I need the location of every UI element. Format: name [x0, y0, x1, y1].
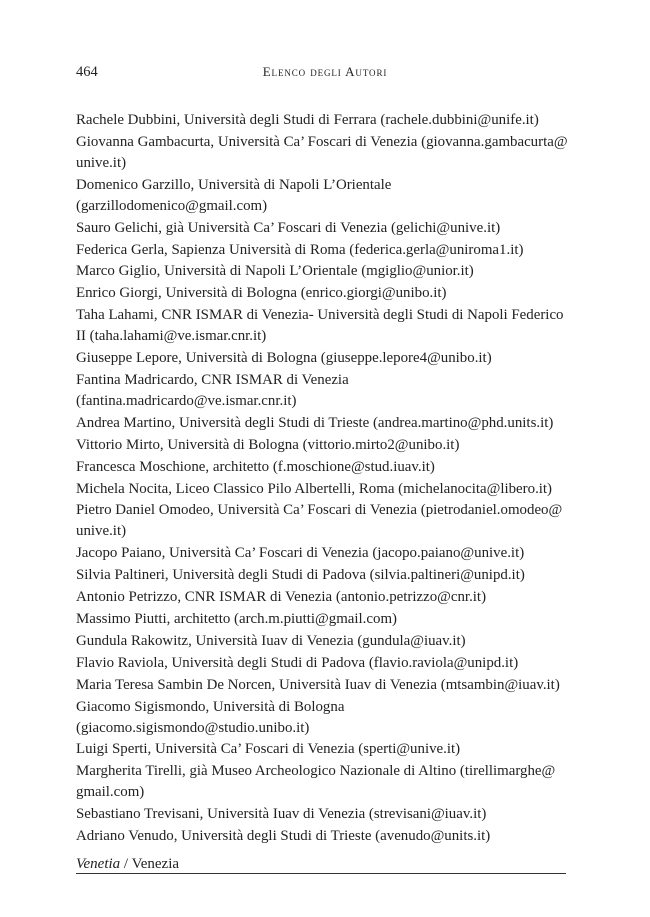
- footer-separator: /: [120, 856, 132, 872]
- footer: [76, 855, 179, 873]
- author-entry: Giuseppe Lepore, Università di Bologna (giuseppe.lepore4@unibo.it): [76, 350, 492, 367]
- footer-series: Venetia: [76, 856, 121, 872]
- author-entry: Vittorio Mirto, Università di Bologna (vittorio.mirto2@unibo.it): [76, 436, 460, 453]
- author-entry: Gundula Rakowitz, Università Iuav di Venezia (gundula@iuav.it): [76, 632, 466, 649]
- author-entry: Luigi Sperti, Università Ca’ Foscari di Venezia (sperti@unive.it): [76, 741, 461, 758]
- author-entry: Taha Lahami, CNR ISMAR di Venezia- Università degli Studi di Napoli Federico II (taha.lahami@ve.ismar.cnr.it): [76, 307, 564, 345]
- running-head: Elenco degli Autori: [262, 64, 388, 79]
- author-entry: Jacopo Paiano, Università Ca’ Foscari di Venezia (jacopo.paiano@unive.it): [76, 545, 525, 562]
- author-entry: Flavio Raviola, Università degli Studi di Padova (flavio.raviola@unipd.it): [76, 654, 519, 671]
- author-entry: Rachele Dubbini, Università degli Studi di Ferrara (rachele.dubbini@unife.it): [76, 112, 539, 128]
- author-entry: Silvia Paltineri, Università degli Studi di Padova (silvia.paltineri@unipd.it): [76, 567, 525, 584]
- author-entry: Pietro Daniel Omodeo, Università Ca’ Foscari di Venezia (pietrodaniel.omodeo@ unive.it): [76, 502, 563, 540]
- author-entry: Giacomo Sigismondo, Università di Bologna (giacomo.sigismondo@studio.unibo.it): [76, 698, 345, 736]
- author-entry: Sauro Gelichi, già Università Ca’ Foscari di Venezia (gelichi@unive.it): [76, 219, 501, 236]
- author-entry: Fantina Madricardo, CNR ISMAR di Venezia (fantina.madricardo@ve.ismar.cnr.it): [76, 372, 349, 410]
- author-entry: Giovanna Gambacurta, Università Ca’ Foscari di Venezia (giovanna.gambacurta@ unive.it): [76, 133, 568, 171]
- footer-rule: [76, 873, 566, 874]
- author-entry: Massimo Piutti, architetto (arch.m.piutti@gmail.com): [76, 611, 397, 628]
- author-entry: Andrea Martino, Università degli Studi di Trieste (andrea.martino@phd.units.it): [76, 414, 554, 431]
- author-entry: Federica Gerla, Sapienza Università di Roma (federica.gerla@uniroma1.it): [76, 241, 524, 258]
- author-entry: Michela Nocita, Liceo Classico Pilo Albertelli, Roma (michelanocita@libero.it): [76, 480, 553, 497]
- author-entry: Marco Giglio, Università di Napoli L’Orientale (mgiglio@unior.it): [76, 263, 474, 280]
- author-entry: Francesca Moschione, architetto (f.moschione@stud.iuav.it): [76, 458, 435, 475]
- author-entry: Antonio Petrizzo, CNR ISMAR di Venezia (antonio.petrizzo@cnr.it): [76, 589, 487, 606]
- footer-place: Venezia: [131, 856, 180, 872]
- page-number: 464: [76, 64, 98, 80]
- author-entry: Enrico Giorgi, Università di Bologna (enrico.giorgi@unibo.it): [76, 285, 447, 302]
- author-entry: Adriano Venudo, Università degli Studi di Trieste (avenudo@units.it): [76, 828, 491, 845]
- author-entry: Domenico Garzillo, Università di Napoli L’Orientale (garzillodomenico@gmail.com): [76, 176, 392, 214]
- author-list: [76, 110, 570, 848]
- author-entry: Margherita Tirelli, già Museo Archeologico Nazionale di Altino (tirellimarghe@ gmail.com): [76, 763, 556, 801]
- author-entry: Sebastiano Trevisani, Università Iuav di Venezia (strevisani@iuav.it): [76, 806, 487, 823]
- author-entry: Maria Teresa Sambin De Norcen, Università Iuav di Venezia (mtsambin@iuav.it): [76, 676, 560, 693]
